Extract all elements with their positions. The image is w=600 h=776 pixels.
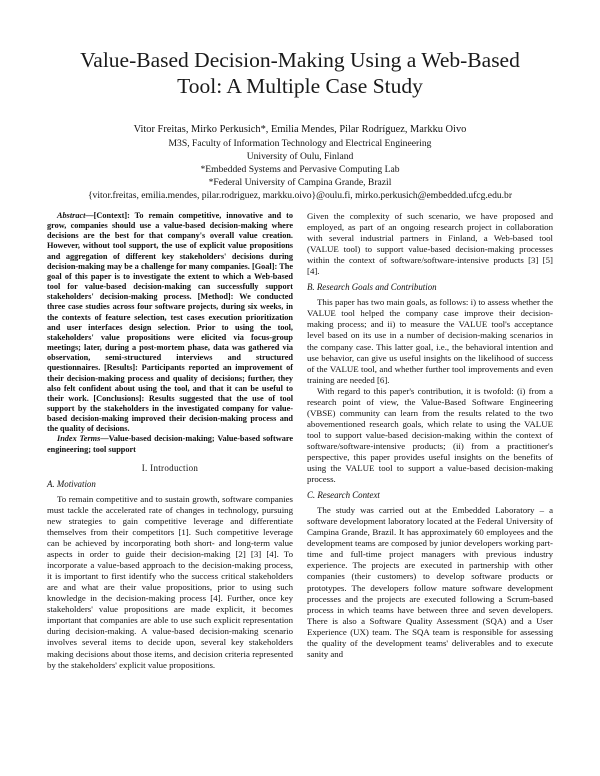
body-paragraph: Given the complexity of such scenario, we have proposed and employed, as part of an ongoing research project in collaboration with several industrial partners in Finland, a Web-based tool (VALUE tool) to support value-based decision-making processes within the context of software/software-intensive products [3] [5] [4]. (307, 211, 553, 277)
abstract-label: Abstract (57, 211, 86, 220)
abstract (47, 211, 293, 434)
affiliation-line: *Federal University of Campina Grande, Brazil (208, 177, 392, 188)
author-names: Vitor Freitas, Mirko Perkusich*, Emilia Mendes, Pilar Rodríguez, Markku Oivo (133, 124, 467, 135)
subsection-heading: A. Motivation (47, 478, 96, 489)
abstract-text: —[Context]: To remain competitive, innovative and to grow, companies should use a value-based decision-making where decisions are the best for that company's overall value creation. However, without tool support, the use of explicit value propositions and aggregation of different key stakeholders' decisions during decision-making may be a challenge for many companies. [Goal]: The goal of this paper is to investigate the extent to which a Web-based tool for value-based decision-making can successfully support stakeholders' decision-making process. [Method]: We conducted three case studies across four software projects, during six weeks, in the contexts of feature selection, test cases execution prioritization and user interfaces design selection. Prior to using the tool, stakeholders' value propositions were elicited via focus-group meetings; later, during a post-mortem phase, data was gathered via observation, semi-structured interviews and structured questionnaires. [Results]: Participants reported an improvement of their decision-making process and quality of decisions; further, they also felt confident about using the tool, and that it can be useful to their work. [Conclusions]: Results suggested that the use of tool support by the stakeholders in the investigated company for value-based decision-making improved their decision-making process and the quality of decisions. (47, 211, 293, 434)
subsection-heading: B. Research Goals and Contribution (307, 282, 437, 293)
affiliation-line: University of Oulu, Finland (246, 151, 354, 162)
affiliation-line: *Embedded Systems and Pervasive Computing Lab (200, 164, 400, 175)
body-paragraph: The study was carried out at the Embedded Laboratory – a software development laboratory located at the Federal University of Campina Grande, Brazil. It has approximately 60 employees and the development teams are composed by junior developers working part-time and full-time project managers with previous industry experience. The projects are executed in partnership with other companies (their customers) to develop software products or prototypes. The developers follow mature software development processes and the projects are executed following a Scrum-based process in which teams have between three and seven developers. There is also a Software Quality Assessment (SQA) and a User Experience (UX) team. The SQA team is responsible for assessing the quality of the development teams' deliverables and to execute sanity and (307, 505, 553, 659)
body-paragraph: This paper has two main goals, as follows: i) to assess whether the VALUE tool helped the company case improve their decision-making process; and ii) to measure the VALUE tool's acceptance level based on its use in a number of decision-making scenarios in the company case. This latter goal, i.e., the behavioral intention and use behavior, can give us useful insights on the likelihood of success of the VALUE tool, and whether further tool improvements and even training are needed [6]. (307, 297, 553, 385)
index-terms (47, 434, 293, 454)
author-emails: {vitor.freitas, emilia.mendes, pilar.rodriguez, markku.oivo}@oulu.fi, mirko.perkusich@embedded.ufcg.edu.br (87, 190, 513, 201)
paper-title: Value-Based Decision-Making Using a Web-Based Tool: A Multiple Case Study (80, 48, 520, 98)
index-terms-label: Index Terms (57, 434, 101, 444)
affiliation-line: M3S, Faculty of Information Technology and Electrical Engineering (168, 138, 432, 149)
body-paragraph: To remain competitive and to sustain growth, software companies must tackle the accelerated rate of changes in technology, pursuing new strategies to gain competitive leverage and differentiate themselves from their competitors [1]. Such competitive leverage can be achieved by incorporating both short- and long-term value aspects in order to guide their decision-making [2] [3] [4]. To incorporate a value-based approach to the decision-making process, it is important to first identify who the success critical stakeholders are and what are their value propositions, prior to using such knowledge in the decision-making process [4]. Further, once key stakeholders' value propositions are made explicit, it becomes important that companies are able to use such explicit representation during decision-making. A value-based decision-making scenario involves several items to decide upon, several key stakeholders making decisions about those items, and decision criteria represented by the stakeholders' explicit value propositions. (47, 493, 293, 670)
section-heading: I. Introduction (141, 462, 199, 473)
author-block (30, 123, 570, 202)
index-terms-text: —Value-based decision-making; Value-based software engineering; tool support (47, 434, 293, 454)
right-column (307, 211, 553, 660)
left-column (47, 211, 293, 671)
subsection-heading: C. Research Context (307, 490, 380, 501)
body-paragraph: With regard to this paper's contribution, it is twofold: (i) from a research point of view, the Value-Based Software Engineering (VBSE) community can learn from the results related to the two abovementioned research goals, which relate to using the VALUE tool to support value-based decision-making within the context of software/software-intensive products; (ii) from a practitioner's perspective, this paper provides useful insights on the benefits of using the VALUE tool to support a value-based decision-making process. (307, 385, 553, 485)
